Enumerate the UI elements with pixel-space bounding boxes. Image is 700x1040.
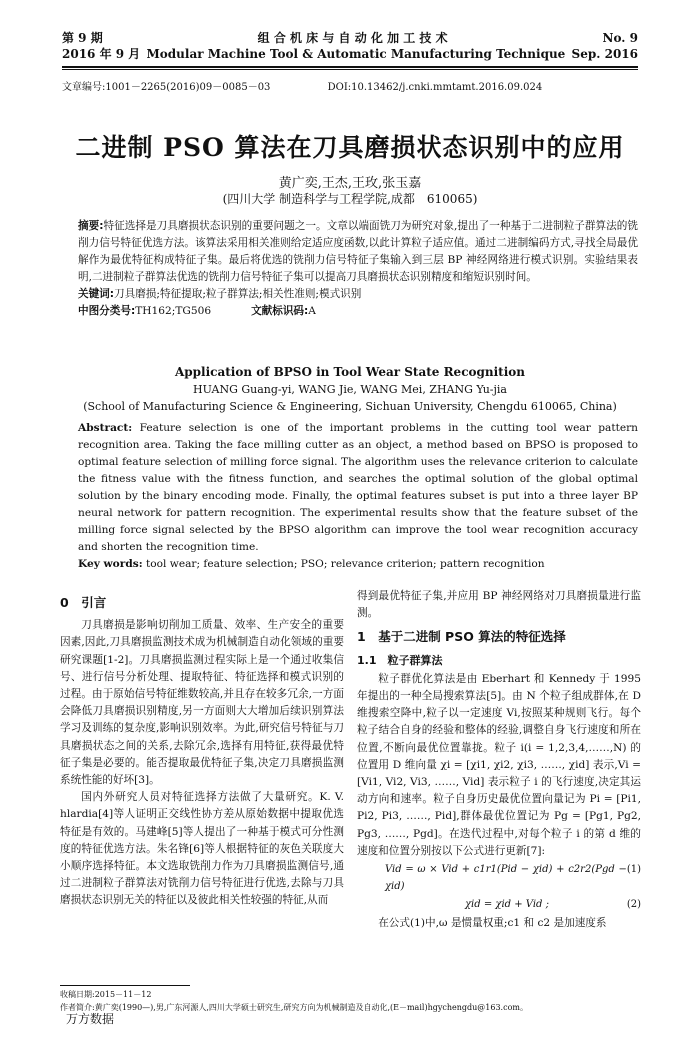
section-0-heading: 0 引言 bbox=[60, 595, 107, 610]
equation-2 bbox=[357, 896, 641, 913]
article-number: 文章编号:1001－2265(2016)09－0085－03 bbox=[62, 82, 271, 93]
body-column-left bbox=[60, 588, 344, 910]
abstract-en-text: Abstract: Feature selection is one of the important problems in the cutting tool wear pattern recognition area. Taking the face milling cutter as an object, a method based on BPSO is proposed to optimal feature selection of milling force signal. The algorithm uses the relevance criterion to calculate the fitness value with the fitness function, and searches the optimal solution of the global optimal solution by the binary encoding mode. Finally, the optimal features subset is put into a three layer BP neural network for pattern recognition. The experimental results show that the feature subset of the milling force signal selected by the BPSO algorithm can improve the tool wear recognition accuracy and shorten the recognition time. bbox=[78, 422, 638, 553]
equation-1-body: Vid = ω × Vid + c1r1(Pid − χid) + c2r2(Pgd − χid) bbox=[385, 864, 627, 893]
date-cn: 2016 年 9 月 bbox=[62, 47, 141, 61]
issue-en: No. 9 bbox=[602, 31, 638, 45]
affiliation-cn: (四川大学 制造科学与工程学院,成都 610065) bbox=[222, 192, 478, 206]
authors-cn: 黄广奕,王杰,王玫,张玉嘉 bbox=[278, 176, 422, 191]
classification-cn: 中图分类号:TH162;TG506 文献标识码:A bbox=[78, 305, 316, 317]
body-column-right bbox=[357, 588, 641, 932]
paper-title-en: Application of BPSO in Tool Wear State Recognition bbox=[174, 365, 526, 379]
abstract-en bbox=[78, 420, 638, 573]
footnote-author: 作者简介:黄广奕(1990—),男,广东河源人,四川大学硕士研究生,研究方向为机械制造及自动化,(E－mail)hgychengdu@163.com。 bbox=[60, 1003, 528, 1012]
footnote-received: 收稿日期:2015－11－12 bbox=[60, 990, 152, 999]
watermark-wanfang: 万方数据 bbox=[66, 1012, 115, 1026]
abstract-cn bbox=[78, 218, 638, 320]
section-0-paragraph-1: 刀具磨损是影响切削加工质量、效率、生产安全的重要因素,因此,刀具磨损监测技术成为机械制造自动化领域的重要研究课题[1-2]。刀具磨损监测过程实际上是一个通过收集信号、进行信号分析处理、提取特征、特征选择和模式识别的过程。由于原始信号特征维数较高,并且存在较多冗余,一方面会降低刀具磨损识别精度,另一方面则大大增加后续识别算法学习及训练的复杂度,影响识别效率。为此,研究信号特征与刀具磨损状态之间的关系,去除冗余,选择有用特征,获得最优特征子集是必要的。能否提取最优特征子集,决定刀具磨损监测系统性能的好坏[3]。 bbox=[60, 619, 344, 787]
running-header bbox=[62, 30, 638, 62]
equation-2-body: χid = χid + Vid ; bbox=[465, 899, 549, 911]
header-rule-thin bbox=[62, 69, 638, 70]
section-0-paragraph-2: 国内外研究人员对特征选择方法做了大量研究。K. V. hlardia[4]等人证明正交线性协方差从原始数据中提取优选特征是有效的。马建峰[5]等人提出了一种基于模式可分性测度的特征优选方法。朱名锋[6]等人根据特征的灰色关联度大小顺序选择特征。本文选取铣削力作为刀具磨损监测信号,通过二进制粒子群算法对铣削力信号特征进行优选,去除与刀具磨损状态识别无关的特征以及彼此相关性较强的特征,从而 bbox=[60, 791, 344, 907]
section-1-1-paragraph-2: 在公式(1)中,ω 是惯量权重;c1 和 c2 是加速度系 bbox=[378, 916, 607, 929]
keywords-en: Key words: tool wear; feature selection; PSO; relevance criterion; pattern recognition bbox=[78, 558, 545, 570]
date-en: Sep. 2016 bbox=[571, 47, 638, 61]
issue-cn: 第 9 期 bbox=[62, 31, 103, 45]
journal-name-en: Modular Machine Tool & Automatic Manufacturing Technique bbox=[146, 47, 566, 61]
equation-1 bbox=[357, 861, 641, 895]
section-1-1-paragraph-1: 粒子群优化算法是由 Eberhart 和 Kennedy 于 1995 年提出的一种全局搜索算法[5]。由 N 个粒子组成群体,在 D 维搜索空降中,粒子以一定速度 Vi,按照某种规则飞行。每个粒子结合自身的经验和整体的经验,调整自身飞行速度和所在位置,不断向最优位置靠拢。粒子 i(i = 1,2,3,4,……,N) 的位置用 D 维向量 χi = [χi1, χi2, χi3, ……, χid] 表示,Vi = [Vi1, Vi2, Vi3, ……, Vid] 表示粒子 i 的飞行速度,决定其运动方向和速率。粒子自身历史最优位置向量记为 Pi = [Pi1, Pi2, Pi3, ……, Pid],群体最优位置记为 Pg = [Pg1, Pg2, Pg3, ……, Pgd]。在迭代过程中,对每个粒子 i 的第 d 维的速度和位置分别按以下公式进行更新[7]: bbox=[357, 672, 641, 857]
section-0-paragraph-2-cont: 得到最优特征子集,并应用 BP 神经网络对刀具磨损量进行监测。 bbox=[357, 590, 641, 620]
affiliation-en: (School of Manufacturing Science & Engineering, Sichuan University, Chengdu 610065, China) bbox=[83, 400, 617, 413]
doi[interactable]: DOI:10.13462/j.cnki.mmtamt.2016.09.024 bbox=[327, 82, 543, 93]
section-1-heading: 1 基于二进制 PSO 算法的特征选择 bbox=[357, 629, 566, 645]
footnote-rule bbox=[60, 985, 190, 986]
header-rule-thick bbox=[62, 66, 638, 68]
equation-2-number: (2) bbox=[626, 899, 641, 911]
journal-name-cn: 组 合 机 床 与 自 动 化 加 工 技 术 bbox=[257, 31, 448, 45]
article-meta bbox=[62, 78, 542, 93]
paper-title-cn: 二进制 PSO 算法在刀具磨损状态识别中的应用 bbox=[75, 133, 625, 162]
equation-1-number: (1) bbox=[626, 864, 641, 876]
section-1-1-heading: 1.1 粒子群算法 bbox=[357, 653, 443, 667]
keywords-cn: 关键词:刀具磨损;特征提取;粒子群算法;相关性准则;模式识别 bbox=[78, 288, 362, 300]
authors-en: HUANG Guang-yi, WANG Jie, WANG Mei, ZHANG Yu-jia bbox=[193, 383, 507, 396]
abstract-cn-text: 摘要:特征选择是刀具磨损状态识别的重要问题之一。文章以端面铣刀为研究对象,提出了一种基于二进制粒子群算法的铣削力信号特征优选方法。该算法采用相关准则给定适应度函数,以此计算粒子适应值。通过二进制编码方式,寻找全局最优解作为最优特征构成特征子集。最后将优选的铣削力信号特征子集输入到三层 BP 神经网络进行模式识别。实验结果表明,二进制粒子群算法优选的铣削力信号特征子集可以提高刀具磨损状态识别精度和缩短识别时间。 bbox=[78, 220, 638, 283]
footnote bbox=[60, 988, 638, 1014]
